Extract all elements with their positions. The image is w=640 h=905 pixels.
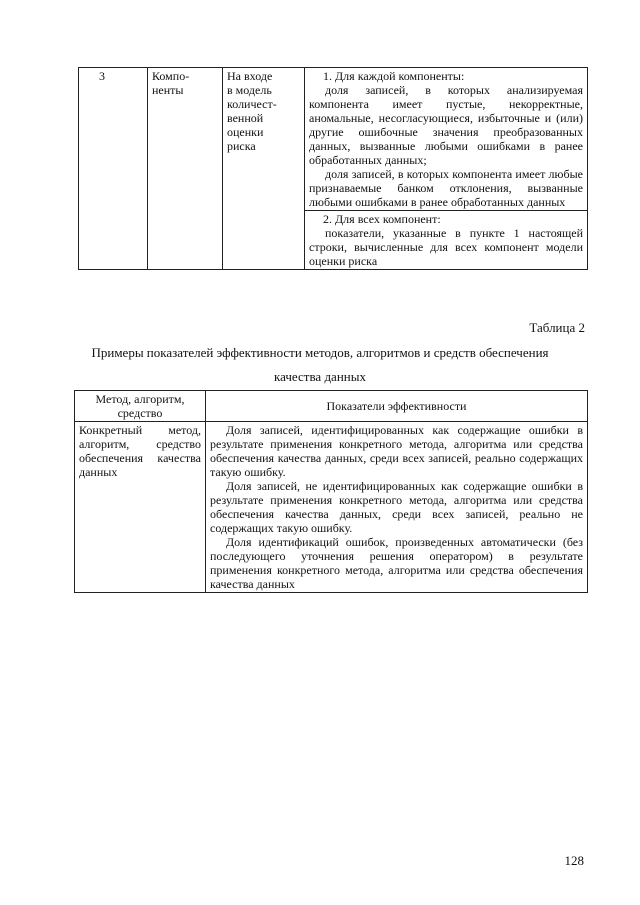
indicator-paragraph: Доля записей, идентифицированных как содержащие ошибки в результате применения конкретного метода, алгоритма или средства обеспечения качества данных, среди всех записей, реально содержащих такую ошибку. bbox=[210, 423, 583, 479]
block-heading: 1. Для каждой компоненты: bbox=[323, 69, 465, 83]
table-row bbox=[75, 422, 588, 593]
indicator-paragraph: показатели, указанные в пункте 1 настоящей строки, вычисленные для всех компонент модели оценки риска bbox=[309, 226, 583, 268]
indicator-paragraph: доля записей, в которых компонента имеет любые признаваемые банком отклонения, вызванные любыми ошибками в ранее обработанных данных bbox=[309, 167, 583, 209]
table-row bbox=[79, 68, 588, 211]
component-line: ненты bbox=[152, 83, 184, 97]
header-line: средство bbox=[117, 406, 163, 420]
indicator-paragraph: Доля записей, не идентифицированных как содержащие ошибки в результате применения конкретного метода, алгоритма или средства обеспечения качества данных, среди всех записей, реально не содержащих такую ошибку. bbox=[210, 479, 583, 535]
indicator-paragraph: Доля идентификаций ошибок, произведенных автоматически (без последующего уточнения решения оператором) в результате применения конкретного метода, алгоритма или средства обеспечения качества данных bbox=[210, 535, 583, 591]
table-label: Таблица 2 bbox=[529, 320, 585, 335]
indicator-paragraph: доля записей, в которых анализируемая компонента имеет пустые, некорректные, аномальные, несогласующиеся, избыточные и (или) другие ошибочные значения преобразованных данных, вызванные любыми ошибками в ранее обработанных данных; bbox=[309, 83, 583, 167]
page-number: 128 bbox=[564, 853, 584, 868]
stage-line: риска bbox=[227, 139, 256, 153]
header-method bbox=[75, 391, 206, 422]
row-number: 3 bbox=[99, 69, 105, 83]
method-text: Конкретный метод, алгоритм, средство обеспечения качества данных bbox=[79, 423, 201, 479]
stage-line: количест- bbox=[227, 97, 277, 111]
stage-line: венной bbox=[227, 111, 264, 125]
row-number-cell bbox=[79, 68, 148, 270]
header-indicators: Показатели эффективности bbox=[206, 391, 588, 422]
indicators-block-2 bbox=[305, 211, 588, 270]
indicators-cell bbox=[206, 422, 588, 593]
table-1-continuation bbox=[78, 67, 588, 270]
stage-line: в модель bbox=[227, 83, 272, 97]
indicators-block-1 bbox=[305, 68, 588, 211]
table-header-row bbox=[75, 391, 588, 422]
table-2 bbox=[74, 390, 588, 593]
component-cell bbox=[148, 68, 223, 270]
stage-cell bbox=[223, 68, 305, 270]
stage-line: оценки bbox=[227, 125, 264, 139]
block-heading: 2. Для всех компонент: bbox=[323, 212, 441, 226]
method-cell bbox=[75, 422, 206, 593]
table-title: Примеры показателей эффективности методов, алгоритмов и средств обеспечения bbox=[91, 345, 549, 360]
component-line: Компо- bbox=[152, 69, 190, 83]
stage-line: На входе bbox=[227, 69, 273, 83]
header-line: Метод, алгоритм, bbox=[95, 392, 185, 406]
table-title: качества данных bbox=[274, 369, 366, 384]
